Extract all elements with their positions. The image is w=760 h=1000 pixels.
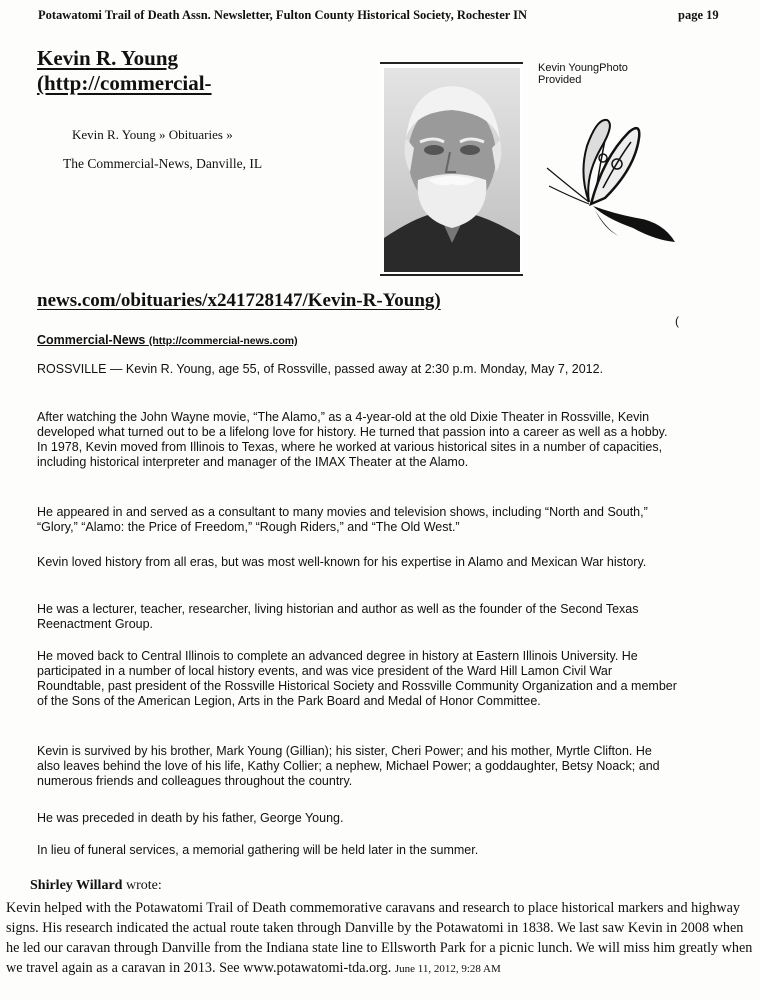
article-paragraph: He moved back to Central Illinois to complete an advanced degree in history at Eastern Illinois University. He participated in a number of local history events, and was vice president of the Ward Hill Lamon Civil War Roundtable, past president of the Rossville Historical Society and Rossville Community Organization and a member of the Sons of the American Legion, Arts in the Park Board and Medal of Honor Committee. [37, 649, 677, 708]
title-url-start[interactable]: (http://commercial- [37, 71, 212, 95]
portrait-photo [380, 62, 523, 276]
source-line: The Commercial-News, Danville, IL [63, 156, 263, 171]
article-paragraph: After watching the John Wayne movie, “The Alamo,” as a 4-year-old at the old Dixie Theater in Rossville, Kevin developed what turned out to be a lifelong love for history. He turned that passion into a career as well as a hobby. In 1978, Kevin moved from Illinois to Texas, where he worked at various historical sites in a number of capacities, including historical interpreter and manager of the IMAX Theater at the Alamo. [37, 410, 668, 469]
title-url-continuation[interactable]: news.com/obituaries/x241728147/Kevin-R-Young) [37, 290, 441, 311]
comment-text: Kevin helped with the Potawatomi Trail of Death commemorative caravans and research to place historical markers and highway signs. His research indicated the actual route taken through Danville by the Potawatomi in 1838. We last saw Kevin in 2008 when he led our caravan through Danville from the Indiana state line to Ellsworth Park for a picnic lunch. We will miss him greatly when we travel again as a caravan in 2013. See www.potawatomi-tda.org. [6, 900, 753, 976]
portrait-image [384, 68, 520, 272]
article-paragraph: He was preceded in death by his father, George Young. [37, 811, 344, 825]
article-paragraph: In lieu of funeral services, a memorial gathering will be held later in the summer. [37, 843, 479, 857]
article-paragraph: He appeared in and served as a consultant to many movies and television shows, including “North and South,” “Glory,” “Alamo: the Price of Freedom,” “Rough Riders,” and “The Old West.” [37, 505, 648, 534]
comment-wrote: wrote: [125, 878, 162, 893]
article-source [37, 333, 298, 349]
comment-author: Shirley Willard [30, 878, 123, 893]
stray-mark: ( [675, 314, 679, 328]
comment-date: June 11, 2012, 9:28 AM [394, 963, 501, 975]
article-paragraph: Kevin is survived by his brother, Mark Young (Gillian); his sister, Cheri Power; and his mother, Myrtle Clifton. He also leaves behind the love of his life, Kathy Collier; a nephew, Michael Power; a goddaughter, Betsy Noack; and numerous friends and colleagues throughout the country. [37, 744, 660, 788]
obituary-title [37, 46, 212, 96]
article-paragraph: He was a lecturer, teacher, researcher, living historian and author as well as the founder of the Second Texas Reenactment Group. [37, 602, 639, 631]
comment-body [6, 898, 758, 979]
butterfly-illustration [545, 118, 677, 253]
article-paragraph: Kevin loved history from all eras, but was most well-known for his expertise in Alamo and Mexican War history. [37, 555, 647, 569]
breadcrumb: Kevin R. Young » Obituaries » [72, 127, 233, 142]
article-source-label: Commercial-News [37, 333, 146, 347]
title-name: Kevin R. Young [37, 46, 179, 70]
article-paragraph: ROSSVILLE — Kevin R. Young, age 55, of Rossville, passed away at 2:30 p.m. Monday, May 7, 2012. [37, 362, 604, 376]
article-source-link[interactable]: (http://commercial-news.com) [148, 335, 298, 347]
portrait-drawing [384, 68, 520, 272]
newsletter-header: Potawatomi Trail of Death Assn. Newsletter, Fulton County Historical Society, Rochester IN [38, 8, 528, 22]
comment-author-line [30, 878, 162, 894]
page-number: page 19 [678, 8, 719, 22]
photo-caption: Kevin YoungPhoto Provided [538, 62, 628, 86]
